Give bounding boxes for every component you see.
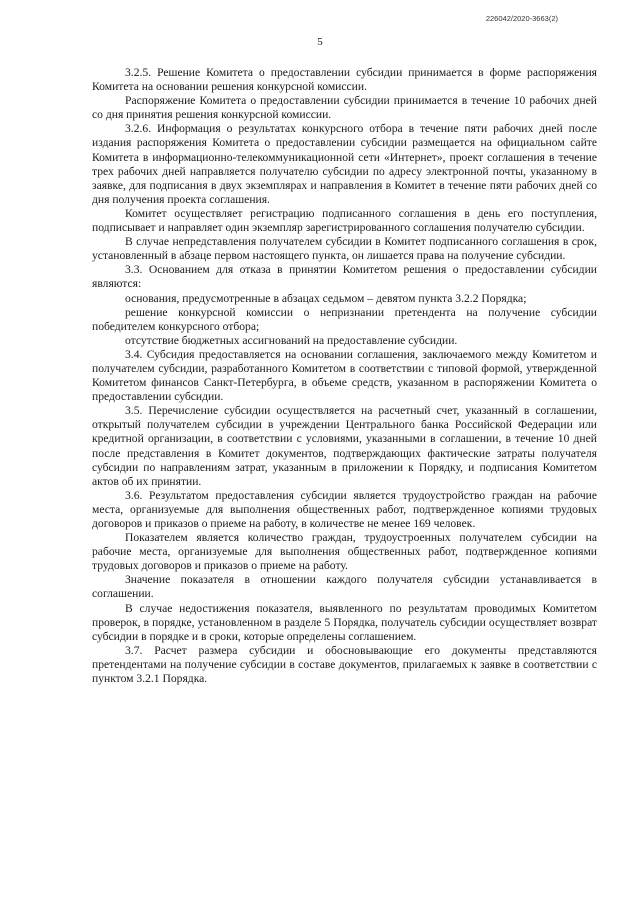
paragraph-refusal-ground-1: основания, предусмотренные в абзацах седьмом – девятом пункта 3.2.2 Порядка;	[125, 291, 527, 305]
paragraph-3-7: 3.7. Расчет размера субсидии и обосновывающие его документы представляются претендентами на получение субсидии в составе документов, прилагаемых к заявке в соответствии с пунктом 3.2.1 Порядка.	[92, 643, 597, 686]
document-body	[92, 66, 597, 686]
paragraph-agreement-registration: Комитет осуществляет регистрацию подписанного соглашения в день его поступления, подписывает и направляет один экземпляр зарегистрированного соглашения получателю субсидии.	[92, 206, 597, 235]
paragraph-indicator: Показателем является количество граждан, трудоустроенных получателем субсидии на рабочие места, организуемые для выполнения общественных работ, подтвержденное копиями трудовых договоров и приказов о приеме на работу.	[92, 531, 597, 573]
paragraph-3-5: 3.5. Перечисление субсидии осуществляется на расчетный счет, указанный в соглашении, открытый получателем субсидии в учреждении Центрального банка Российской Федерации или кредитной организации, в соответствии с условиями, указанными в соглашении, в течение 10 дней после представления в Комитет документов, подтверждающих фактические затраты получателя субсидии по направлениям затрат, указанным в приложении к Порядку, и подписания Комитетом актов об их принятии.	[92, 404, 597, 488]
paragraph-non-submission: В случае непредставления получателем субсидии в Комитет подписанного соглашения в срок, установленный в абзаце первом настоящего пункта, он лишается права на получение субсидии.	[92, 235, 597, 263]
paragraph-3-2-6: 3.2.6. Информация о результатах конкурсного отбора в течение пяти рабочих дней после издания распоряжения Комитета о предоставлении субсидии размещается на официальном сайте Комитета в информационно-телекоммуникационной сети «Интернет», проект соглашения в течение трех рабочих дней направляется получателю субсидии по адресу электронной почты, указанному в заявке, для подписания в двух экземплярах и направления в Комитет в течение пяти рабочих дней со дня получения проекта соглашения.	[92, 122, 597, 206]
paragraph-non-achievement: В случае недостижения показателя, выявленного по результатам проводимых Комитетом проверок, в порядке, установленном в разделе 5 Порядка, получатель субсидии осуществляет возврат субсидии в порядке и в сроки, которые определены соглашением.	[92, 601, 597, 643]
paragraph-3-3: 3.3. Основанием для отказа в принятии Комитетом решения о предоставлении субсидии являются:	[92, 263, 597, 291]
paragraph-refusal-ground-2: решение конкурсной комиссии о непризнании претендента на получение субсидии победителем конкурсного отбора;	[92, 305, 597, 333]
paragraph-3-2-5: 3.2.5. Решение Комитета о предоставлении субсидии принимается в форме распоряжения Комитета на основании решения конкурсной комиссии.	[92, 66, 597, 94]
paragraph-3-4: 3.4. Субсидия предоставляется на основании соглашения, заключаемого между Комитетом и получателем субсидии, разработанного Комитетом в соответствии с типовой формой, утвержденной Комитетом финансов Санкт-Петербурга, в объеме средств, указанном в распоряжении Комитета о предоставлении субсидии.	[92, 347, 597, 404]
paragraph-indicator-value: Значение показателя в отношении каждого получателя субсидии устанавливается в соглашении.	[92, 573, 597, 601]
paragraph-3-6: 3.6. Результатом предоставления субсидии является трудоустройство граждан на рабочие места, организуемые для выполнения общественных работ, подтвержденное копиями трудовых договоров и приказов о приеме на работу, в количестве не менее 169 человек.	[92, 488, 597, 530]
document-id: 226042/2020-3663(2)	[485, 14, 558, 23]
paragraph-order-deadline: Распоряжение Комитета о предоставлении субсидии принимается в течение 10 рабочих дней со дня принятия решения конкурсной комиссии.	[92, 94, 597, 122]
paragraph-refusal-ground-3: отсутствие бюджетных ассигнований на предоставление субсидии.	[125, 333, 458, 347]
page-number: 5	[317, 36, 323, 48]
